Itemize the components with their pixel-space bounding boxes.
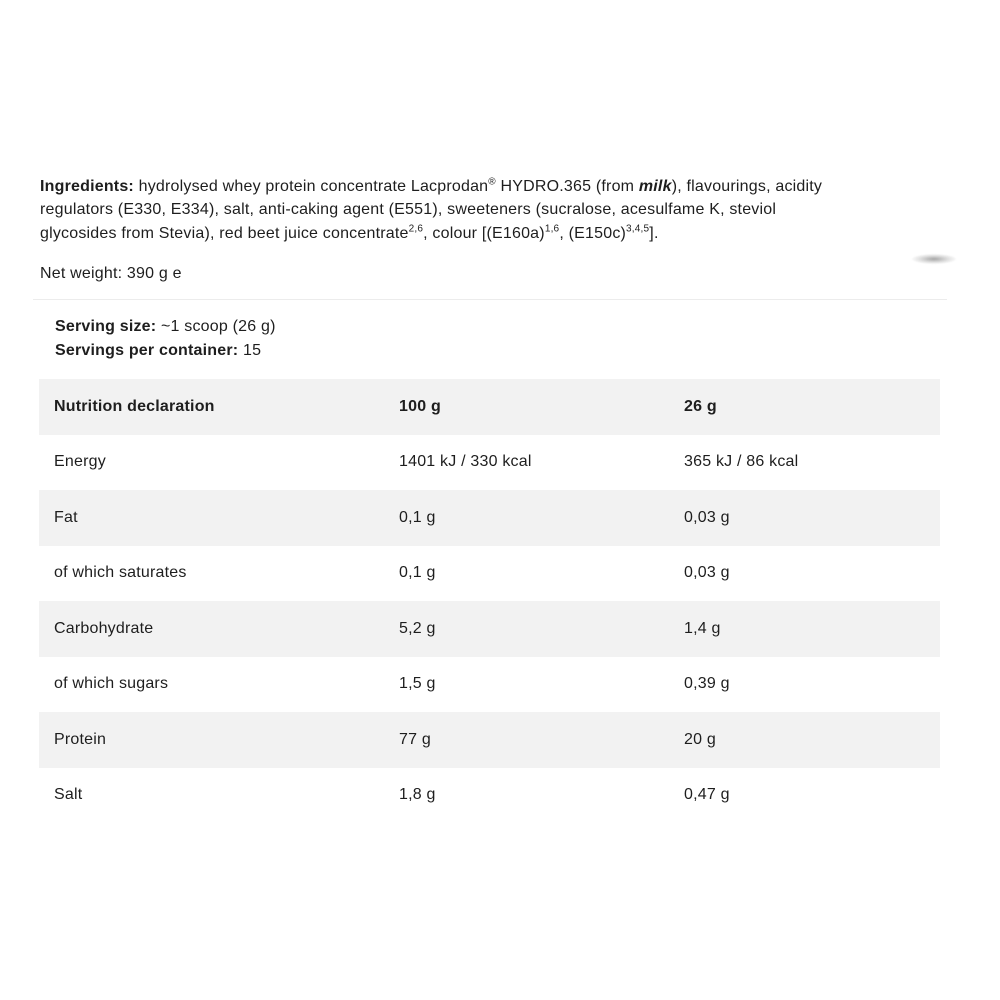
nutrient-label: Carbohydrate: [54, 619, 154, 637]
value-per-26g: 20 g: [684, 730, 716, 748]
value-per-100g: 1401 kJ / 330 kcal: [399, 453, 532, 471]
table-row: [39, 435, 940, 491]
net-weight-line: [40, 265, 182, 283]
nutrient-label: Energy: [54, 453, 106, 471]
servings-per-container-line: [55, 339, 276, 363]
value-per-100g: 1,5 g: [399, 675, 436, 693]
header-per-100g: 100 g: [399, 397, 441, 415]
net-weight-label: Net weight:: [40, 265, 123, 282]
value-per-100g: 0,1 g: [399, 508, 436, 526]
serving-info: [55, 315, 276, 363]
divider-line: [33, 299, 947, 300]
header-nutrition-declaration: Nutrition declaration: [54, 397, 215, 415]
value-per-26g: 0,47 g: [684, 786, 730, 804]
servings-per-container-value: 15: [242, 342, 262, 359]
header-per-26g: 26 g: [684, 397, 717, 415]
value-per-26g: 365 kJ / 86 kcal: [684, 453, 799, 471]
serving-size-line: [55, 315, 276, 339]
table-row: [39, 768, 940, 824]
value-per-100g: 77 g: [399, 730, 431, 748]
value-per-26g: 0,03 g: [684, 564, 730, 582]
nutrient-label: Salt: [54, 786, 83, 804]
value-per-26g: 0,39 g: [684, 675, 730, 693]
scan-artifact: [912, 254, 956, 264]
ingredients-line: regulators (E330, E334), salt, anti-caking agent (E551), sweeteners (sucralose, acesulfame K, steviol: [40, 201, 777, 219]
table-row: [39, 546, 940, 602]
ingredients-line: glycosides from Stevia), red beet juice concentrate$^{2,6}$, colour [$(E160a)^{1,6}$, $(E150c)^{3,4,5}$].: [40, 223, 659, 242]
servings-per-container-label: Servings per container:: [55, 342, 239, 359]
table-row: [39, 490, 940, 546]
value-per-100g: 1,8 g: [399, 786, 436, 804]
serving-size-label: Serving size:: [55, 318, 157, 335]
ingredients-line: Ingredients: hydrolysed whey protein concentrate Lacprodan® HYDRO.365 (from milk), flavourings, acidity: [40, 176, 823, 195]
nutrient-label: of which saturates: [54, 564, 187, 582]
ingredients-paragraph: [40, 175, 952, 245]
nutrient-label: Fat: [54, 508, 78, 526]
table-row: [39, 601, 940, 657]
value-per-100g: 0,1 g: [399, 564, 436, 582]
table-row: [39, 657, 940, 713]
table-body: [39, 435, 940, 824]
nutrition-table: [39, 379, 940, 823]
value-per-100g: 5,2 g: [399, 619, 436, 637]
nutrient-label: of which sugars: [54, 675, 169, 693]
table-header-row: [39, 379, 940, 435]
value-per-26g: 0,03 g: [684, 508, 730, 526]
value-per-26g: 1,4 g: [684, 619, 721, 637]
table-row: [39, 712, 940, 768]
serving-size-value: ~1 scoop (26 g): [160, 318, 276, 335]
nutrient-label: Protein: [54, 730, 107, 748]
net-weight-value: 390 g e: [126, 265, 182, 282]
